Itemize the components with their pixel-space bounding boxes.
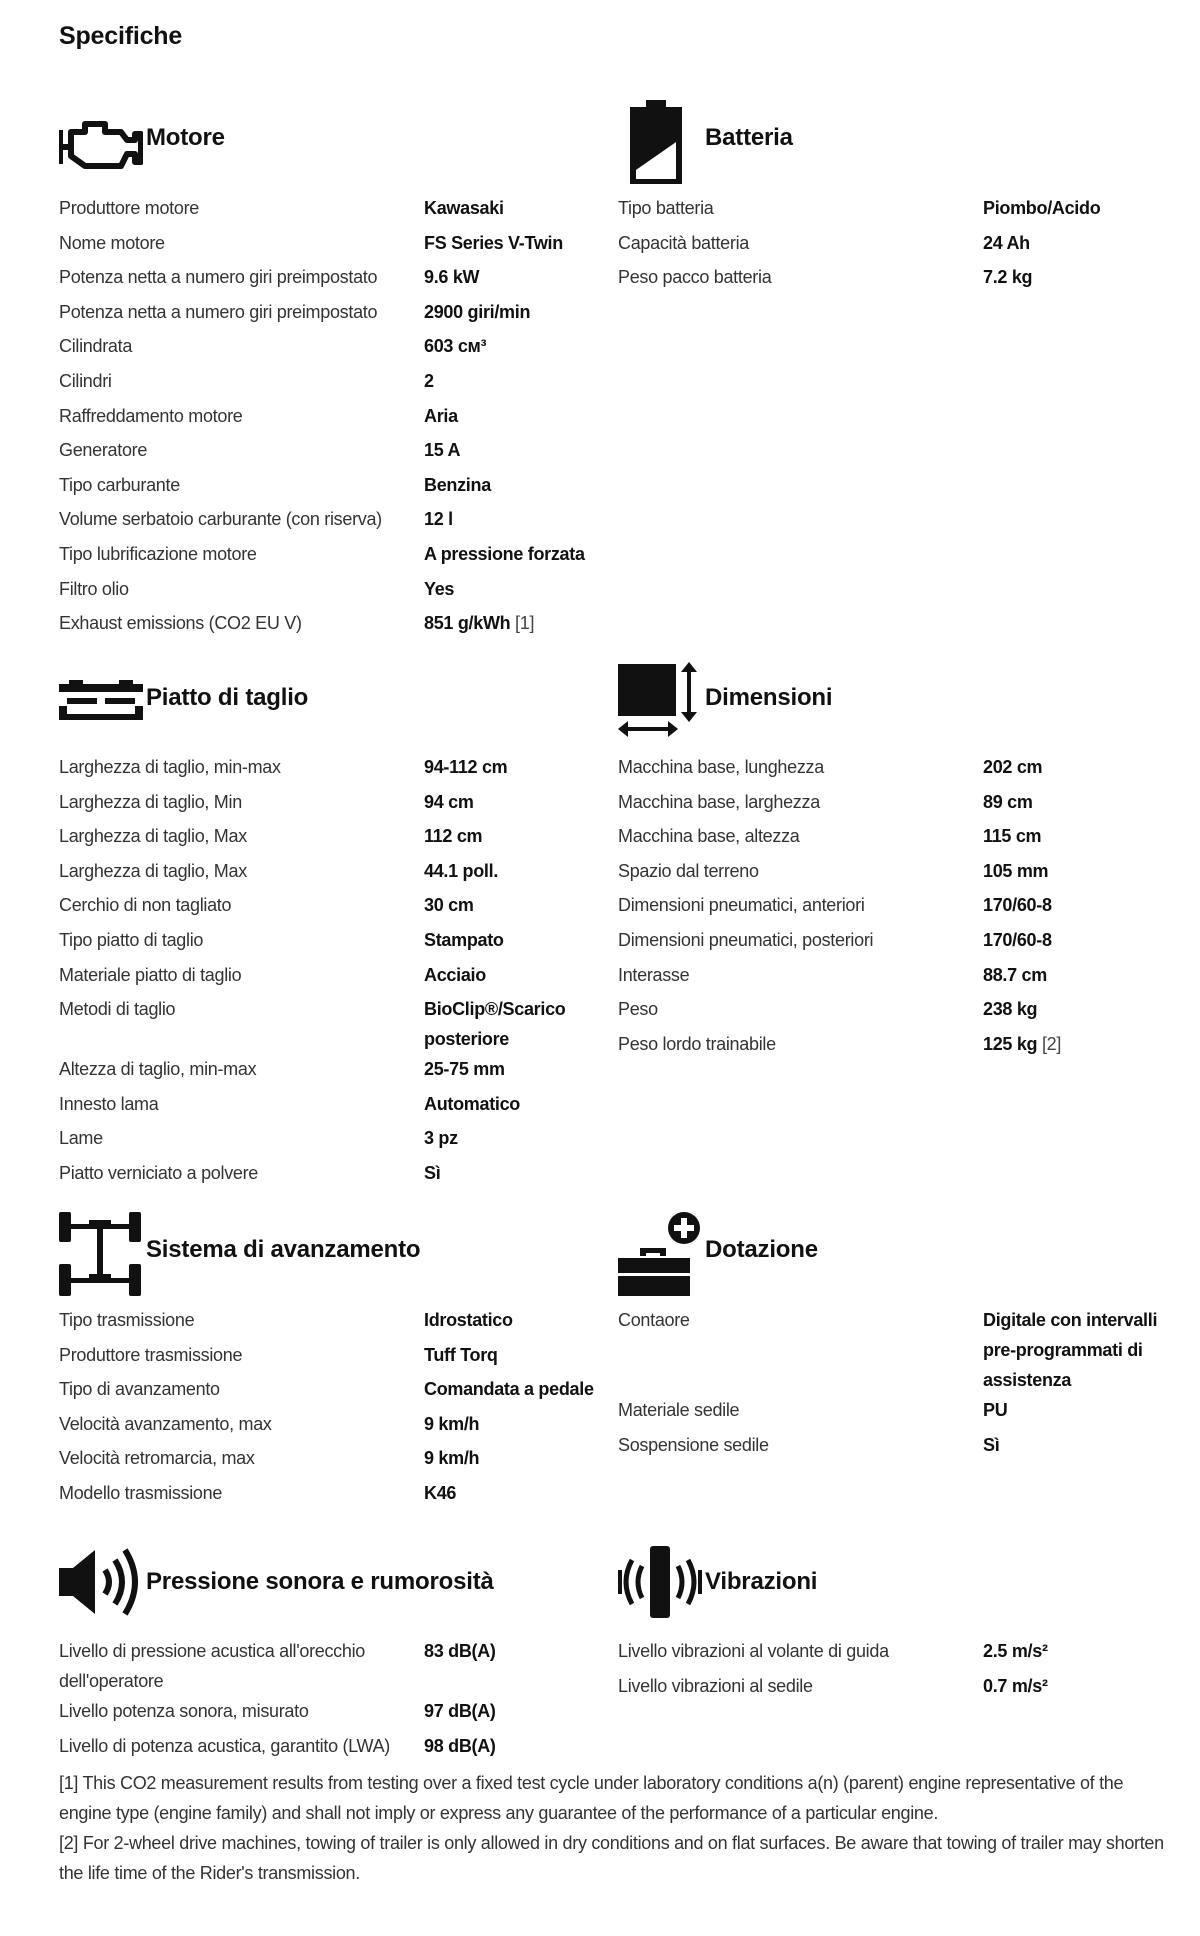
section-dotazione	[618, 1212, 1158, 1455]
spec-label: Potenza netta a numero giri preimpostato	[59, 301, 378, 322]
spec-value-cell	[424, 401, 599, 436]
spec-value: 9.6 kW	[424, 267, 480, 288]
spec-label: Larghezza di taglio, Min	[59, 791, 242, 812]
spec-list	[59, 193, 599, 643]
section-dimensioni	[618, 662, 1158, 1054]
spec-value-cell	[983, 262, 1158, 297]
spec-value: 94 cm	[424, 791, 474, 812]
section-title: Pressione sonora e rumorosità	[146, 1568, 494, 1595]
section-piatto	[59, 672, 599, 1183]
spec-label: Velocità retromarcia, max	[59, 1448, 255, 1469]
section-header	[59, 1546, 599, 1636]
spec-row	[618, 193, 1158, 228]
spec-value: 98 dB(A)	[424, 1735, 496, 1756]
spec-row	[618, 262, 1158, 297]
spec-label: Contaore	[618, 1310, 690, 1330]
spec-value: Benzina	[424, 474, 491, 495]
spec-label: Velocità avanzamento, max	[59, 1413, 272, 1434]
spec-value-cell	[983, 1305, 1158, 1395]
spec-value-cell	[983, 821, 1158, 856]
spec-row	[618, 1395, 1158, 1430]
spec-label: Altezza di taglio, min-max	[59, 1059, 257, 1080]
spec-row	[618, 228, 1158, 263]
footnote-ref: [1]	[515, 613, 535, 634]
spec-row	[618, 960, 1158, 995]
spec-value: 25-75 mm	[424, 1059, 505, 1080]
section-motore	[59, 112, 599, 634]
spec-label: Materiale piatto di taglio	[59, 964, 242, 985]
spec-list	[618, 1305, 1158, 1464]
spec-row	[59, 856, 599, 891]
spec-value-cell	[424, 1340, 599, 1375]
spec-value-cell	[983, 228, 1158, 263]
spec-row	[59, 366, 599, 401]
spec-value-cell	[424, 1054, 599, 1089]
battery-icon	[630, 100, 682, 184]
spec-value-cell	[424, 470, 599, 505]
spec-row	[618, 1305, 1158, 1395]
spec-label: Livello di pressione acustica all'orecchio dell'operatore	[59, 1641, 366, 1691]
spec-label: Dimensioni pneumatici, anteriori	[618, 895, 865, 916]
spec-label: Macchina base, altezza	[618, 826, 800, 847]
section-title: Motore	[146, 124, 225, 151]
spec-value-cell	[424, 1158, 599, 1193]
section-title: Dotazione	[705, 1236, 818, 1263]
spec-value: Automatico	[424, 1093, 521, 1114]
spec-row	[59, 925, 599, 960]
spec-row	[59, 331, 599, 366]
section-header	[59, 672, 599, 762]
spec-label: Generatore	[59, 440, 148, 461]
spec-value: Comandata a pedale	[424, 1379, 594, 1400]
footnote-1: [1] This CO2 measurement results from testing over a fixed test cycle under laboratory conditions a(n) (parent) engine representative of the engine type (engine family) and shall not imply or express any guarantee of the performance of a particular engine.	[59, 1773, 1124, 1823]
spec-label: Piatto verniciato a polvere	[59, 1162, 259, 1183]
spec-label: Tipo piatto di taglio	[59, 929, 204, 950]
spec-label: Peso	[618, 999, 658, 1020]
speaker-icon	[59, 1546, 143, 1618]
spec-value: 97 dB(A)	[424, 1701, 496, 1721]
spec-row	[59, 1374, 599, 1409]
section-title: Sistema di avanzamento	[146, 1236, 421, 1263]
spec-row	[59, 435, 599, 470]
spec-list	[618, 1636, 1158, 1705]
spec-row	[59, 752, 599, 787]
spec-row	[59, 1089, 599, 1124]
spec-row	[618, 752, 1158, 787]
spec-row	[59, 994, 599, 1054]
spec-row	[59, 470, 599, 505]
spec-value: Kawasaki	[424, 198, 504, 218]
spec-row	[59, 539, 599, 574]
spec-value-cell	[424, 1478, 599, 1513]
spec-row	[618, 1636, 1158, 1671]
spec-value: Digitale con intervalli pre-programmati di assistenza	[983, 1310, 1158, 1390]
spec-value-cell	[983, 856, 1158, 891]
spec-row	[59, 1636, 599, 1696]
spec-value-cell	[983, 925, 1158, 960]
spec-value: 125 kg	[983, 1033, 1038, 1054]
spec-row	[618, 890, 1158, 925]
spec-value: Acciaio	[424, 964, 486, 985]
spec-label: Livello di potenza acustica, garantito (LWA)	[59, 1735, 390, 1756]
spec-value: K46	[424, 1482, 457, 1503]
spec-value: Tuff Torq	[424, 1344, 498, 1365]
spec-label: Capacità batteria	[618, 232, 749, 253]
spec-value: 12 l	[424, 509, 453, 530]
spec-label: Cilindrata	[59, 336, 133, 357]
spec-row	[59, 228, 599, 263]
spec-value-cell	[983, 1395, 1158, 1430]
spec-label: Larghezza di taglio, Max	[59, 826, 247, 847]
spec-value: Yes	[424, 578, 455, 599]
spec-label: Peso lordo trainabile	[618, 1033, 776, 1054]
section-rumorosita	[59, 1546, 599, 1756]
spec-value: PU	[983, 1400, 1008, 1420]
spec-value: 2	[424, 370, 434, 391]
spec-value-cell	[424, 574, 599, 609]
spec-row	[618, 856, 1158, 891]
spec-row	[59, 608, 599, 643]
spec-value-cell	[424, 608, 599, 643]
spec-label: Larghezza di taglio, Max	[59, 860, 247, 881]
page-title: Specifiche	[59, 22, 183, 50]
spec-row	[59, 960, 599, 995]
spec-label: Produttore trasmissione	[59, 1344, 243, 1365]
spec-value: 851 g/kWh	[424, 613, 511, 634]
spec-value-cell	[424, 504, 599, 539]
spec-value-cell	[424, 1409, 599, 1444]
section-title: Vibrazioni	[705, 1568, 818, 1595]
spec-value-cell	[424, 262, 599, 297]
spec-label: Livello vibrazioni al volante di guida	[618, 1641, 889, 1661]
spec-value-cell	[424, 539, 599, 574]
spec-value: 83 dB(A)	[424, 1641, 496, 1661]
spec-value-cell	[424, 890, 599, 925]
spec-row	[59, 401, 599, 436]
spec-value: 115 cm	[983, 826, 1042, 847]
spec-label: Modello trasmissione	[59, 1482, 223, 1503]
section-title: Piatto di taglio	[146, 684, 309, 711]
spec-value-cell	[424, 435, 599, 470]
spec-value: Aria	[424, 405, 458, 426]
spec-label: Sospensione sedile	[618, 1434, 769, 1455]
spec-label: Tipo di avanzamento	[59, 1379, 220, 1400]
spec-value: 0.7 m/s²	[983, 1675, 1048, 1696]
spec-label: Tipo lubrificazione motore	[59, 543, 257, 564]
spec-row	[59, 1696, 599, 1731]
spec-row	[59, 574, 599, 609]
spec-value-cell	[424, 1089, 599, 1124]
spec-label: Exhaust emissions (CO2 EU V)	[59, 613, 302, 634]
footnote-ref: [2]	[1041, 1033, 1062, 1054]
spec-row	[618, 1671, 1158, 1706]
spec-label: Macchina base, larghezza	[618, 791, 820, 812]
spec-value: 94-112 cm	[424, 757, 508, 777]
spec-label: Tipo carburante	[59, 474, 180, 495]
spec-label: Cilindri	[59, 370, 112, 391]
spec-label: Materiale sedile	[618, 1400, 740, 1420]
spec-list	[59, 1636, 599, 1765]
spec-row	[59, 1054, 599, 1089]
spec-value-cell	[983, 1671, 1158, 1706]
spec-list	[618, 752, 1158, 1063]
section-header	[59, 112, 599, 202]
spec-value-cell	[424, 856, 599, 891]
spec-value: 238 kg	[983, 999, 1038, 1020]
spec-value: 30 cm	[424, 895, 474, 916]
spec-row	[59, 1478, 599, 1513]
spec-label: Filtro olio	[59, 578, 129, 599]
spec-label: Macchina base, lunghezza	[618, 757, 824, 777]
spec-value: 9 km/h	[424, 1448, 480, 1469]
section-header	[618, 100, 1158, 190]
spec-row	[59, 1731, 599, 1766]
spec-label: Interasse	[618, 964, 690, 985]
spec-row	[59, 787, 599, 822]
spec-value: 44.1 poll.	[424, 860, 499, 881]
spec-value: 202 cm	[983, 757, 1043, 777]
section-title: Batteria	[705, 124, 793, 151]
spec-row	[59, 1340, 599, 1375]
spec-label: Potenza netta a numero giri preimpostato	[59, 267, 378, 288]
spec-value: Sì	[424, 1162, 441, 1183]
section-vibrazioni	[618, 1546, 1158, 1696]
spec-value-cell	[983, 752, 1158, 787]
spec-row	[59, 262, 599, 297]
footnote-2: [2] For 2-wheel drive machines, towing of trailer is only allowed in dry conditions and on flat surfaces. Be aware that towing of trailer may shorten the life time of the Rider's transmission.	[59, 1833, 1164, 1883]
spec-value-cell	[424, 752, 599, 787]
spec-value: Idrostatico	[424, 1310, 513, 1330]
spec-list	[618, 193, 1158, 297]
spec-value: FS Series V-Twin	[424, 232, 563, 253]
spec-value-cell	[424, 193, 599, 228]
spec-label: Nome motore	[59, 232, 165, 253]
spec-label: Metodi di taglio	[59, 999, 176, 1020]
section-header	[618, 662, 1158, 752]
spec-value: 170/60-8	[983, 929, 1052, 950]
spec-value-cell	[424, 821, 599, 856]
spec-row	[618, 925, 1158, 960]
spec-row	[59, 1158, 599, 1193]
spec-label: Livello vibrazioni al sedile	[618, 1675, 813, 1696]
spec-row	[618, 1029, 1158, 1064]
spec-row	[59, 1123, 599, 1158]
spec-value-cell	[983, 890, 1158, 925]
spec-value-cell	[983, 193, 1158, 228]
spec-value-cell	[424, 1443, 599, 1478]
spec-value: 105 mm	[983, 860, 1049, 881]
spec-label: Peso pacco batteria	[618, 267, 772, 288]
spec-label: Larghezza di taglio, min-max	[59, 757, 281, 777]
spec-value: 112 cm	[424, 826, 483, 847]
spec-value: 170/60-8	[983, 895, 1052, 916]
spec-row	[618, 787, 1158, 822]
section-title: Dimensioni	[705, 684, 833, 711]
spec-row	[618, 994, 1158, 1029]
spec-value-cell	[424, 1123, 599, 1158]
section-batteria	[618, 100, 1158, 288]
spec-list	[59, 1305, 599, 1513]
spec-value: A pressione forzata	[424, 543, 585, 564]
spec-label: Produttore motore	[59, 198, 199, 218]
spec-value-cell	[983, 787, 1158, 822]
spec-value-cell	[983, 994, 1158, 1029]
section-header	[59, 1212, 599, 1302]
toolbox-plus-icon	[618, 1212, 702, 1296]
spec-value-cell	[424, 297, 599, 332]
spec-row	[59, 821, 599, 856]
spec-value: 2900 giri/min	[424, 301, 531, 322]
spec-value-cell	[424, 925, 599, 960]
spec-value-cell	[424, 960, 599, 995]
spec-value-cell	[983, 1430, 1158, 1465]
spec-label: Spazio dal terreno	[618, 860, 759, 881]
spec-list	[59, 752, 599, 1193]
spec-value-cell	[424, 787, 599, 822]
spec-value-cell	[424, 1374, 599, 1409]
spec-value-cell	[424, 331, 599, 366]
spec-label: Tipo trasmissione	[59, 1310, 195, 1330]
spec-row	[59, 890, 599, 925]
spec-value: BioClip®/Scarico posteriore	[424, 999, 566, 1050]
spec-value-cell	[424, 1731, 599, 1766]
spec-value-cell	[983, 1636, 1158, 1671]
spec-label: Innesto lama	[59, 1093, 159, 1114]
spec-value-cell	[424, 228, 599, 263]
spec-value: 2.5 m/s²	[983, 1641, 1048, 1661]
spec-label: Raffreddamento motore	[59, 405, 243, 426]
spec-row	[59, 1409, 599, 1444]
spec-value-cell	[983, 1029, 1158, 1064]
section-avanzamento	[59, 1212, 599, 1503]
spec-value: 24 Ah	[983, 232, 1030, 253]
spec-label: Lame	[59, 1128, 103, 1149]
spec-value-cell	[424, 1636, 599, 1696]
spec-label: Tipo batteria	[618, 198, 714, 218]
spec-row	[59, 1305, 599, 1340]
spec-value-cell	[424, 1305, 599, 1340]
spec-value: 89 cm	[983, 791, 1033, 812]
cutting-deck-icon	[59, 680, 143, 724]
spec-value: 3 pz	[424, 1128, 458, 1149]
spec-value: Stampato	[424, 929, 504, 950]
spec-row	[618, 821, 1158, 856]
spec-label: Volume serbatoio carburante (con riserva)	[59, 509, 382, 530]
spec-row	[59, 1443, 599, 1478]
spec-value: 9 km/h	[424, 1413, 480, 1434]
spec-value-cell	[424, 1696, 599, 1731]
dimensions-icon	[618, 662, 702, 738]
spec-value: 603 см³	[424, 336, 487, 357]
spec-label: Cerchio di non tagliato	[59, 895, 232, 916]
vibration-icon	[618, 1546, 702, 1618]
spec-label: Dimensioni pneumatici, posteriori	[618, 929, 874, 950]
section-header	[618, 1546, 1158, 1636]
spec-row	[59, 504, 599, 539]
spec-value: 15 A	[424, 440, 461, 461]
footnotes	[59, 1768, 1169, 1888]
drivetrain-icon	[59, 1212, 143, 1296]
spec-value: 7.2 kg	[983, 267, 1033, 288]
spec-value-cell	[424, 994, 599, 1054]
section-header	[618, 1212, 1158, 1302]
spec-row	[59, 297, 599, 332]
spec-value-cell	[424, 366, 599, 401]
spec-row	[618, 1430, 1158, 1465]
engine-icon	[59, 118, 143, 174]
spec-value: Sì	[983, 1434, 1000, 1455]
spec-value-cell	[983, 960, 1158, 995]
spec-label: Livello potenza sonora, misurato	[59, 1701, 309, 1721]
spec-value: 88.7 cm	[983, 964, 1047, 985]
spec-value: Piombo/Acido	[983, 198, 1101, 218]
spec-row	[59, 193, 599, 228]
